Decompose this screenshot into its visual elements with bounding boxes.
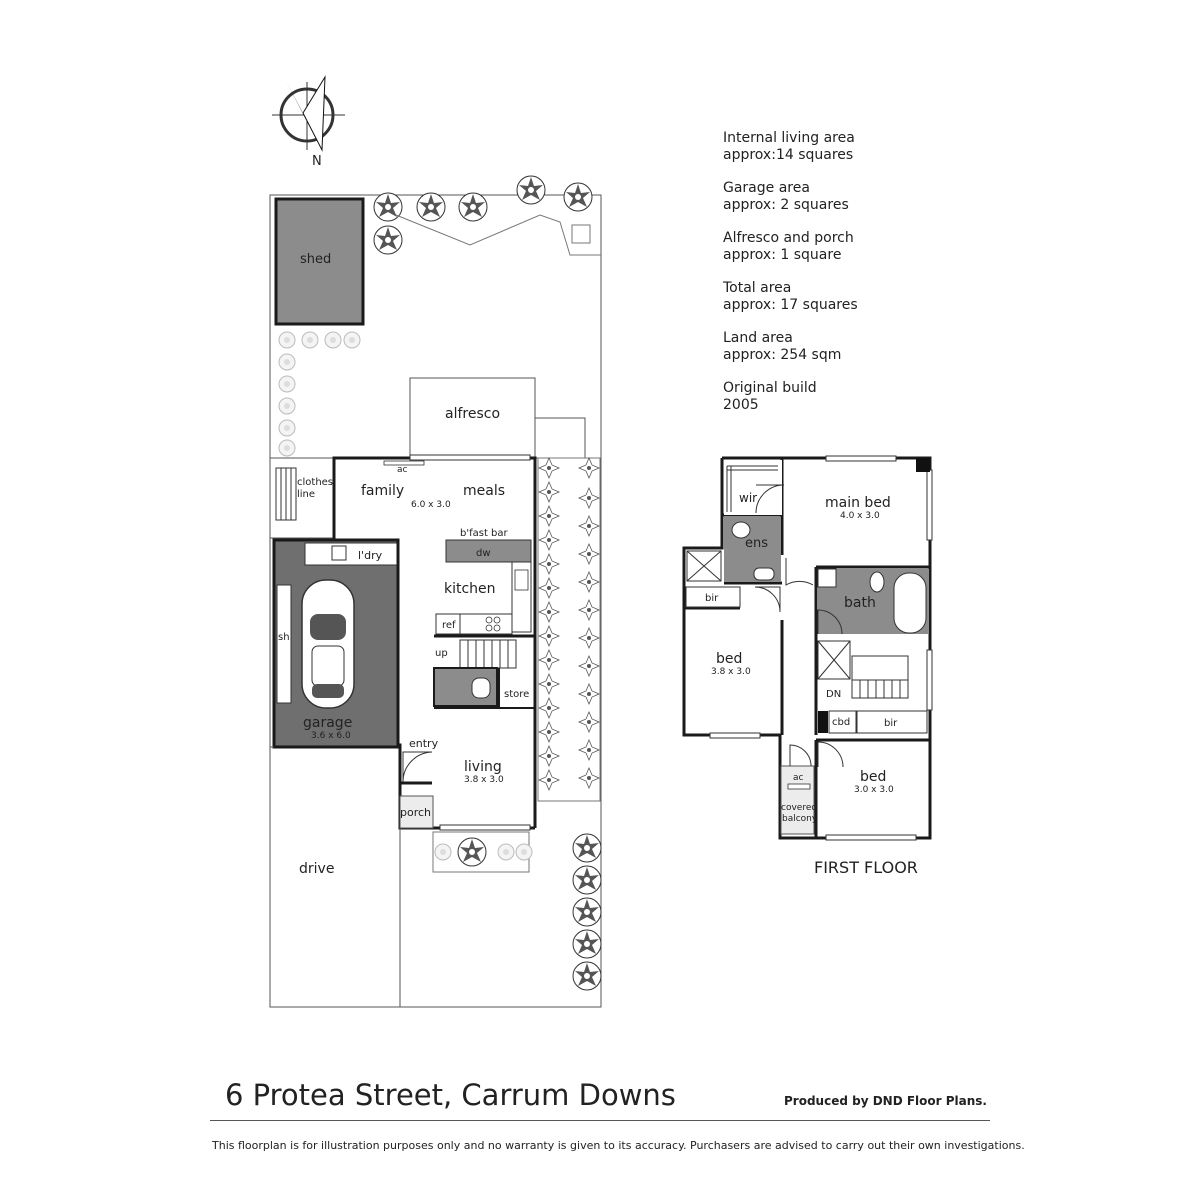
area-garage (723, 180, 1023, 214)
disclaimer: This floorplan is for illustration purposes only and no warranty is given to its accuracy. Purchasers are advised to carry out their own investigations. (212, 1139, 1025, 1152)
bir-2-label: bir (884, 718, 898, 729)
bed-1-label: bed (716, 651, 743, 667)
cooktop (460, 614, 512, 634)
garage-label: garage (303, 715, 353, 731)
pergola (535, 418, 585, 458)
front-window (440, 825, 530, 830)
bathtub (894, 573, 926, 633)
window (826, 835, 916, 840)
wir-label: wir (739, 491, 758, 505)
balcony-ac-unit (788, 784, 810, 789)
stairs (460, 640, 516, 668)
bed-1-size: 3.8 x 3.0 (711, 667, 751, 677)
cbd-label: cbd (832, 717, 851, 728)
covered-balcony-label: covered (781, 803, 818, 813)
tree-icon (374, 176, 592, 254)
drive-label: drive (299, 861, 335, 877)
bed-1-door (755, 587, 780, 612)
main-bed-size: 4.0 x 3.0 (840, 511, 880, 521)
garage-size: 3.6 x 6.0 (311, 731, 351, 741)
area-label: Alfresco and porch (723, 230, 854, 246)
porch-label: porch (400, 806, 432, 819)
area-land (723, 330, 1023, 364)
cbd (818, 711, 828, 733)
dn-label: DN (826, 689, 842, 700)
compass-north-label: N (312, 154, 322, 169)
main-bed-label: main bed (825, 495, 891, 511)
garden-bed-edge (396, 215, 601, 255)
family-meals-size: 6.0 x 3.0 (411, 500, 451, 510)
balcony-door (790, 745, 811, 766)
bathroom-vanity (818, 569, 836, 587)
alfresco-label: alfresco (445, 406, 501, 422)
covered-balcony-label-2: balcony (782, 814, 818, 824)
window (927, 470, 932, 540)
wall-corner (916, 458, 930, 472)
area-value: approx:14 squares (723, 147, 854, 163)
first-floor-stairs (852, 656, 908, 698)
bir-1-label: bir (705, 593, 719, 604)
area-label: Garage area (723, 180, 810, 196)
producer-credit: Produced by DND Floor Plans. (784, 1094, 987, 1108)
bfast-bar-label: b'fast bar (460, 528, 508, 539)
family-label: family (361, 483, 405, 499)
entry-door (403, 752, 432, 782)
window (927, 650, 932, 710)
first-floor-title: FIRST FLOOR (814, 858, 918, 877)
toilet (472, 678, 490, 698)
area-label: Original build (723, 380, 817, 396)
garage-shelf (277, 585, 291, 703)
ens-label: ens (745, 536, 769, 551)
balcony-ac-label: ac (793, 773, 804, 783)
area-value: approx: 254 sqm (723, 347, 842, 363)
area-internal-living (723, 130, 1023, 164)
up-label: up (435, 648, 448, 659)
area-label: Total area (723, 280, 792, 296)
kitchen-sink (515, 570, 528, 590)
area-total (723, 280, 1023, 314)
area-label: Land area (723, 330, 793, 346)
garden-planter (572, 225, 590, 243)
clothes-line-label: clothes (297, 477, 334, 488)
ensuite-basin (754, 568, 774, 580)
bed-2-label: bed (860, 769, 887, 785)
shrub-icon (279, 332, 360, 456)
property-address: 6 Protea Street, Carrum Downs (225, 1078, 676, 1112)
window (826, 456, 896, 461)
ens-door (786, 558, 813, 585)
store-label: store (504, 689, 530, 700)
living-label: living (464, 759, 502, 775)
bath-label: bath (844, 595, 876, 611)
living-size: 3.8 x 3.0 (464, 775, 504, 785)
bed-2-size: 3.0 x 3.0 (854, 785, 894, 795)
area-value: approx: 17 squares (723, 297, 858, 313)
clothes-line-label-2: line (297, 489, 316, 500)
window (410, 455, 530, 460)
ac-label: ac (397, 465, 408, 475)
ac-unit (384, 461, 424, 465)
car-icon (302, 580, 354, 708)
area-alfresco-porch (723, 230, 1023, 264)
laundry (305, 543, 397, 565)
fern-icon (539, 458, 599, 790)
shed-label: shed (300, 252, 332, 267)
laundry-tub (332, 546, 346, 560)
entry-label: entry (409, 737, 439, 750)
compass-icon (272, 77, 345, 150)
bathroom-toilet (870, 572, 884, 592)
area-value: 2005 (723, 397, 759, 413)
window (710, 733, 760, 738)
area-original-build (723, 380, 1023, 414)
sh-label: sh (278, 632, 290, 643)
kitchen-label: kitchen (444, 581, 496, 597)
bed-2-door (818, 742, 843, 767)
dw-label: dw (476, 548, 491, 559)
laundry-label: l'dry (358, 549, 383, 562)
footer-divider (210, 1120, 990, 1121)
area-value: approx: 2 squares (723, 197, 849, 213)
area-value: approx: 1 square (723, 247, 842, 263)
area-label: Internal living area (723, 130, 855, 146)
meals-label: meals (463, 483, 506, 499)
ref-label: ref (442, 620, 456, 631)
area-summary (723, 130, 1023, 430)
